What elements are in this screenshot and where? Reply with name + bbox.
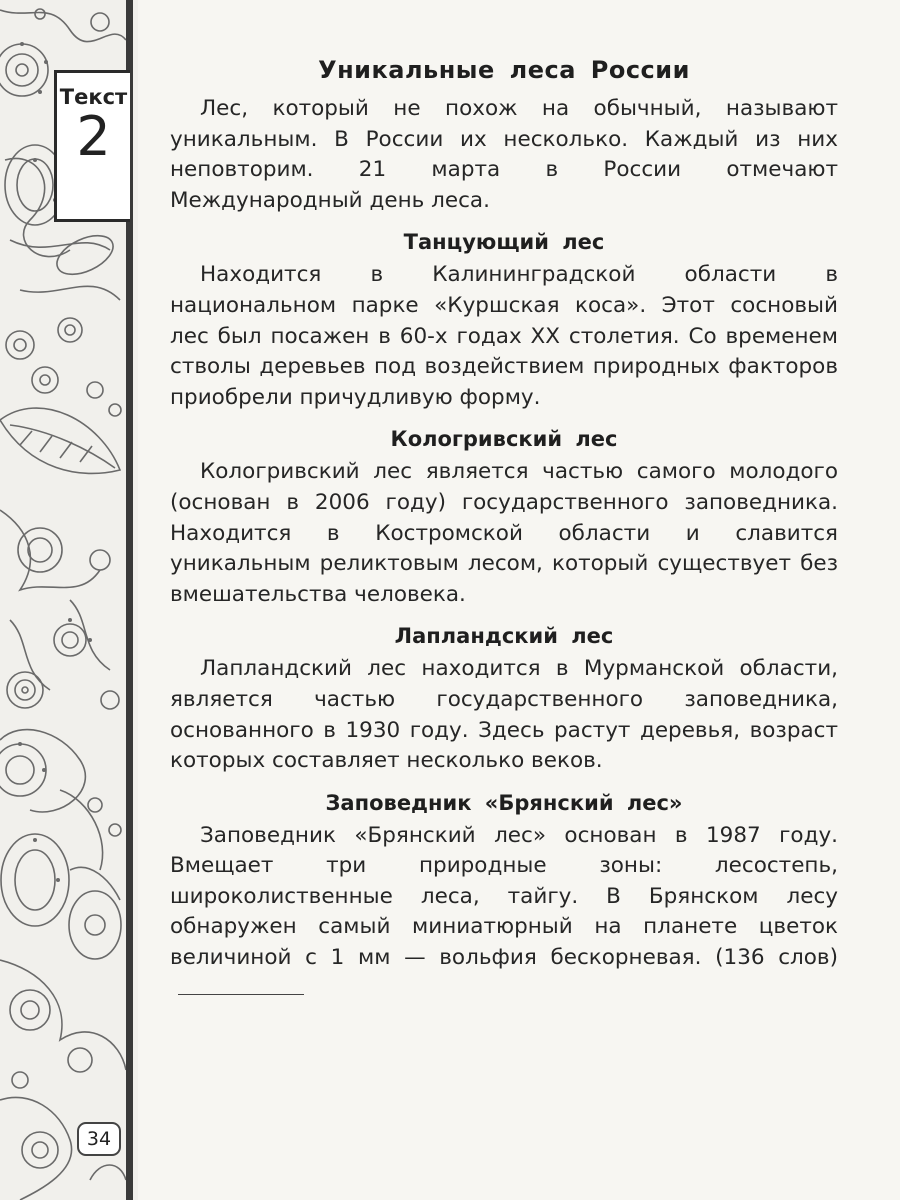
section-text-dancing-forest: Находится в Калининградской области в национальном парке «Куршская коса». Этот сосновый лес был посажен в 60-х годах XX столетия. Со временем стволы деревьев под воздействием природных факторов приобрели причудливую форму.	[170, 262, 838, 410]
section-heading-lapland-forest: Лапландский лес	[394, 624, 614, 649]
badge-number: 2	[76, 105, 111, 168]
text-number-badge	[54, 70, 130, 222]
article	[170, 56, 838, 1004]
page-number: 34	[77, 1122, 121, 1156]
page-title: Уникальные леса России	[318, 56, 690, 84]
section-text-kologriv-forest: Кологривский лес является частью самого молодого (основан в 2006 году) государственного заповедника. Находится в Костромской области и славится уникальным реликтовым лесом, который существует без вмешательства человека.	[170, 459, 838, 607]
badge-label: Текст	[59, 85, 128, 109]
section-text-bryansk-forest-body: Заповедник «Брянский лес» основан в 1987 году. Вмещает три природные зоны: лесостепь, широколиственные леса, тайгу. В Брянском лесу обнаружен самый миниатюрный на планете цветок величиной с 1 мм — вольфия бескорневая. (136 слов)	[170, 822, 838, 971]
section-text-lapland-forest: Лапландский лес находится в Мурманской области, является частью государственного заповедника, основанного в 1930 году. Здесь растут деревья, возраст которых составляет несколько веков.	[170, 656, 838, 774]
answer-blank-line	[178, 994, 304, 995]
section-heading-kologriv-forest: Кологривский лес	[390, 427, 618, 452]
section-heading-bryansk-forest: Заповедник «Брянский лес»	[325, 790, 683, 815]
section-heading-dancing-forest: Танцующий лес	[403, 230, 605, 255]
intro-paragraph: Лес, который не похож на обычный, называют уникальным. В России их несколько. Каждый из них неповторим. 21 марта в России отмечают Международный день леса.	[170, 96, 838, 213]
section-text-bryansk-forest	[170, 821, 838, 1005]
